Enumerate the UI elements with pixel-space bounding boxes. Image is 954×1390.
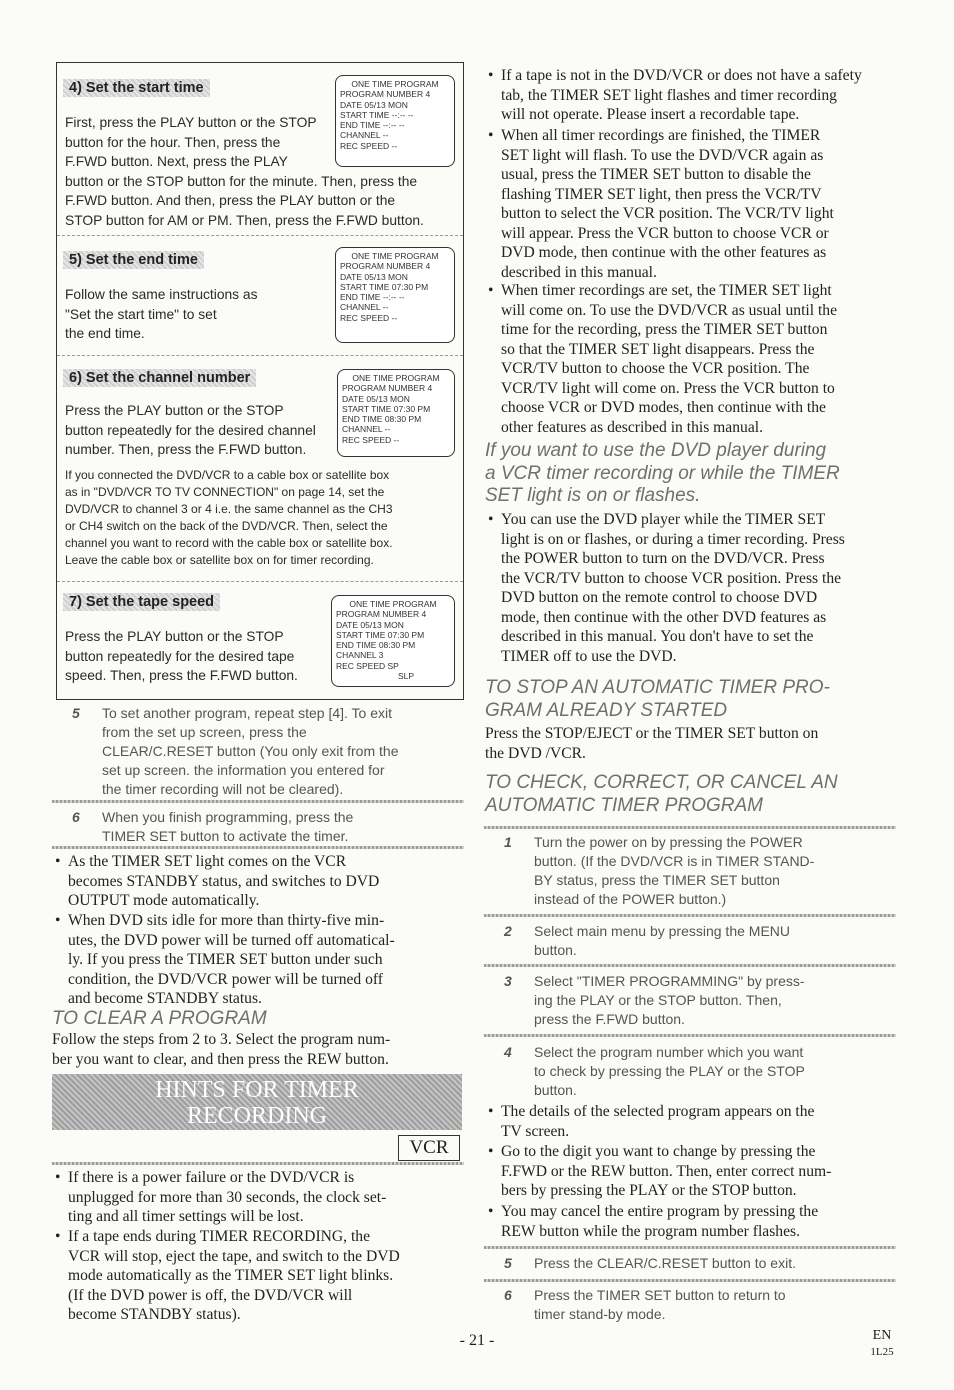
stop-timer-body: Press the STOP/EJECT or the TIMER SET button on the DVD /VCR. — [485, 725, 819, 762]
step-start-time — [57, 63, 463, 231]
step-heading: 4) Set the start time — [63, 79, 210, 97]
step-heading: 7) Set the tape speed — [63, 593, 220, 611]
check-step-1: 1 Turn the power on by pressing the POWER button. (If the DVD/VCR is in TIMER STAND- BY status, press the TIMER SET button instead of the POWER button.) — [504, 834, 815, 907]
list-item: • As the TIMER SET light comes on the VCR becomes STANDBY status, and switches to DVD OUTPUT mode automatically. — [55, 853, 380, 909]
list-item: • When all timer recordings are finished, the TIMER SET light will flash. To use the DVD/VCR again as usual, press the TIMER SET button to disable the flashing TIMER SET light, then press the VCR/TV button to select the VCR position. The VCR/TV light will appear. Press the VCR button to choose VCR or DVD mode, then continue with the other features as described in this manual. — [488, 127, 834, 281]
list-item: • If a tape is not in the DVD/VCR or does not have a safety tab, the TIMER SET light flashes and timer recording will not operate. Please insert a recordable tape. — [488, 67, 862, 123]
list-item: • When timer recordings are set, the TIMER SET light will come on. To use the DVD/VCR as usual until the time for the recording, press the TIMER SET button so that the TIMER SET light disappears. Press the VCR/TV button to choose the VCR position. The VCR/TV light will come on. Press the VCR button to choose VCR or DVD modes, then continue with the other features as described in this manual. — [488, 282, 838, 436]
vcr-tag: VCR — [398, 1135, 460, 1161]
list-item: • When DVD sits idle for more than thirty-five min- utes, the DVD power will be turned off automatical- ly. If you press the TIMER SET button under such condition, the DVD/VCR power will be turned off and become STANDBY status. — [55, 912, 395, 1007]
check-step-2: 2 Select main menu by pressing the MENU button. — [504, 923, 790, 958]
doc-code: 1L25 — [870, 1346, 894, 1358]
clear-program-heading: TO CLEAR A PROGRAM — [52, 1008, 267, 1029]
step-channel-number — [57, 355, 463, 579]
rule — [52, 800, 464, 803]
step-6-activate: 6 When you finish programming, press the TIMER SET button to activate the timer. — [72, 809, 354, 844]
check-step-3: 3 Select "TIMER PROGRAMMING" by press- ing the PLAY or the STOP button. Then, press the F.FWD button. — [504, 973, 805, 1027]
step-body: Press the PLAY button or the STOP button repeatedly for the desired channel number. Then, press the F.FWD button. — [65, 403, 316, 457]
step-5-repeat: 5 To set another program, repeat step [4]. To exit from the set up screen, press the CLEAR/C.RESET button (You only exit from the set up screen. the information you entered for the timer recording will not be cleared). — [72, 705, 399, 797]
step-tape-speed — [57, 581, 463, 699]
tv-screen-preview: ONE TIME PROGRAM PROGRAM NUMBER 4 DATE 05/13 MON START TIME 07:30 PM END TIME 08:30 PM CHANNEL 3 REC SPEED SP SLP — [331, 595, 455, 687]
rule — [52, 1162, 464, 1165]
check-step-4: 4 Select the program number which you want to check by pressing the PLAY or the STOP button. — [504, 1044, 805, 1098]
dvd-during-timer-heading: If you want to use the DVD player during a VCR timer recording or while the TIMER SET light is on or flashes. — [485, 440, 840, 506]
list-item: • The details of the selected program appears on the TV screen. — [488, 1103, 815, 1140]
rule — [484, 1279, 896, 1282]
list-item: • You may cancel the entire program by pressing the REW button while the program number flashes. — [488, 1203, 819, 1240]
step-body: Follow the same instructions as "Set the start time" to set the end time. — [65, 287, 258, 341]
rule — [484, 964, 896, 967]
check-step-6: 6 Press the TIMER SET button to return to timer stand-by mode. — [504, 1287, 786, 1322]
rule — [52, 846, 464, 849]
rule — [484, 1246, 896, 1249]
rule — [484, 1034, 896, 1037]
tv-screen-preview: ONE TIME PROGRAM PROGRAM NUMBER 4 DATE 05/13 MON START TIME 07:30 PM END TIME 08:30 PM CHANNEL -- REC SPEED -- — [337, 369, 455, 457]
check-step-5: 5 Press the CLEAR/C.RESET button to exit. — [504, 1255, 796, 1271]
list-item: • You can use the DVD player while the TIMER SET light is on or flashes, or during a timer recording. Press the POWER button to turn on the DVD/VCR. Press the VCR/TV button to choose VCR position. Press the DVD button on the remote control to choose DVD mode, then continue with the other DVD features as described in this manual. You don't have to set the TIMER off to use the DVD. — [488, 511, 845, 665]
list-item: • Go to the digit you want to change by pressing the F.FWD or the REW button. Then, enter correct num- bers by pressing the PLAY or the STOP button. — [488, 1143, 832, 1199]
clear-program-body: Follow the steps from 2 to 3. Select the program num- ber you want to clear, and then press the REW button. — [52, 1031, 391, 1068]
rule — [484, 826, 896, 829]
list-item: • If there is a power failure or the DVD/VCR is unplugged for more than 30 seconds, the clock set- ting and all timer settings will be lost. — [55, 1169, 387, 1225]
rule — [484, 914, 896, 917]
check-program-heading: TO CHECK, CORRECT, OR CANCEL AN AUTOMATIC TIMER PROGRAM — [485, 772, 838, 816]
timer-steps-box — [56, 62, 464, 700]
step-body: Press the PLAY button or the STOP button repeatedly for the desired tape speed. Then, press the F.FWD button. — [65, 629, 298, 683]
step-heading: 6) Set the channel number — [63, 369, 256, 387]
list-item: • If a tape ends during TIMER RECORDING, the VCR will stop, eject the tape, and switch to the DVD mode automatically as the TIMER SET light blinks. (If the DVD power is off, the DVD/VCR will become STANDBY status). — [55, 1228, 400, 1323]
step-end-time — [57, 235, 463, 351]
tv-screen-preview: ONE TIME PROGRAM PROGRAM NUMBER 4 DATE 05/13 MON START TIME 07:30 PM END TIME --:-- -- CHANNEL -- REC SPEED -- — [335, 247, 455, 343]
hints-banner: HINTS FOR TIMER RECORDING — [52, 1074, 462, 1130]
page-number: - 21 - — [459, 1332, 495, 1349]
step-body: First, press the PLAY button or the STOP button for the hour. Then, press the F.FWD button. Next, press the PLAY button or the STOP button for the minute. Then, press the F.FWD button. And then, press the PLAY button or the STOP button for AM or PM. Then, press the F.FWD button. — [65, 115, 424, 228]
stop-timer-heading: TO STOP AN AUTOMATIC TIMER PRO- GRAM ALREADY STARTED — [485, 677, 830, 721]
language-code: EN — [872, 1328, 892, 1343]
step-note: If you connected the DVD/VCR to a cable box or satellite box as in "DVD/VCR TO TV CONNECTION" on page 14, set the DVD/VCR to channel 3 or 4 i.e. the same channel as the CH3 or CH4 switch on the back of the DVD/VCR. Then, select the channel you want to record with the cable box or satellite box. Leave the cable box or satellite box on for timer recording. — [65, 468, 393, 567]
tv-screen-preview: ONE TIME PROGRAM PROGRAM NUMBER 4 DATE 05/13 MON START TIME --:-- -- END TIME --:-- -- CHANNEL -- REC SPEED -- — [335, 75, 455, 167]
step-heading: 5) Set the end time — [63, 251, 204, 269]
